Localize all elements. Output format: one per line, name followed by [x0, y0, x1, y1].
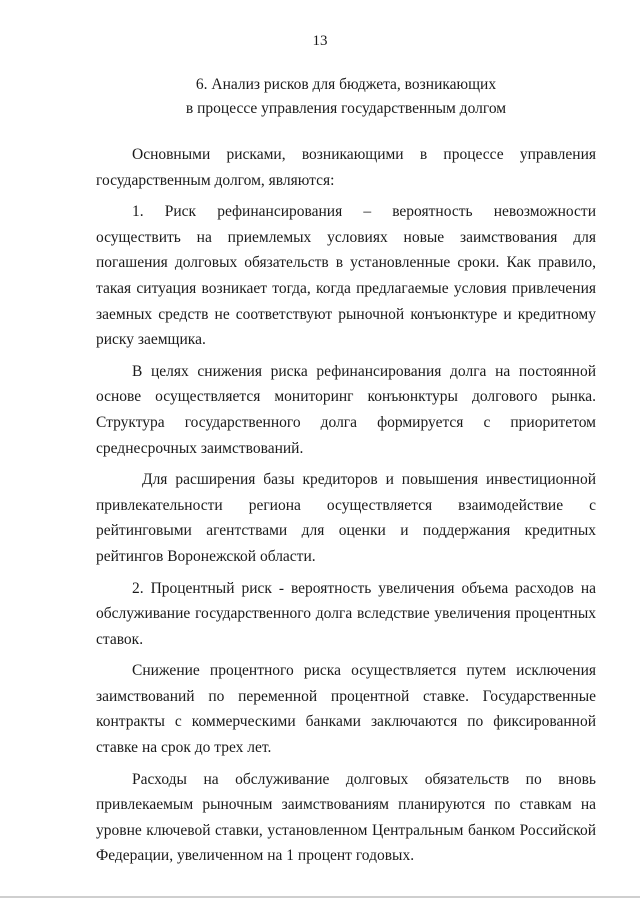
section-heading [96, 73, 596, 121]
paragraph-intro: Основными рисками, возникающими в процессе управления государственным долгом, являются: [96, 146, 596, 189]
paragraph-interest-risk: 2. Процентный риск - вероятность увеличения объема расходов на обслуживание государственного долга вследствие увеличения процентных ставок. [96, 579, 596, 648]
paragraph-servicing-costs: Расходы на обслуживание долговых обязательств по вновь привлекаемым рыночным заимствованиям планируются по ставкам на уровне ключевой ставки, установленном Центральным банком Российской Федерации, увеличенном на 1 процент годовых. [96, 770, 596, 865]
document-body [96, 142, 596, 875]
page-number: 13 [312, 33, 328, 49]
page-bottom-edge [0, 896, 640, 898]
paragraph-refinancing-risk: 1. Риск рефинансирования – вероятность невозможности осуществить на приемлемых условиях новые заимствования для погашения долговых обязательств в установленные сроки. Как правило, такая ситуация возникает тогда, когда предлагаемые условия привлечения заемных средств не соответствуют рыночной конъюнктуре и кредитному риску заемщика. [96, 203, 596, 349]
paragraph-interest-mitigation: Снижение процентного риска осуществляется путем исключения заимствований по переменной процентной ставке. Государственные контракты с коммерческими банками заключаются по фиксированной ставке на срок до трех лет. [96, 662, 596, 757]
heading-line-1: 6. Анализ рисков для бюджета, возникающих [195, 76, 497, 93]
heading-line-2: в процессе управления государственным долгом [185, 100, 507, 117]
paragraph-refinancing-mitigation: В целях снижения риска рефинансирования долга на постоянной основе осуществляется мониторинг конъюнктуры долгового рынка. Структура государственного долга формируется с приоритетом среднесрочных заимствований. [96, 362, 596, 457]
paragraph-creditor-base: Для расширения базы кредиторов и повышения инвестиционной привлекательности региона осуществляется взаимодействие с рейтинговыми агентствами для оценки и поддержания кредитных рейтингов Воронежской области. [96, 471, 596, 565]
